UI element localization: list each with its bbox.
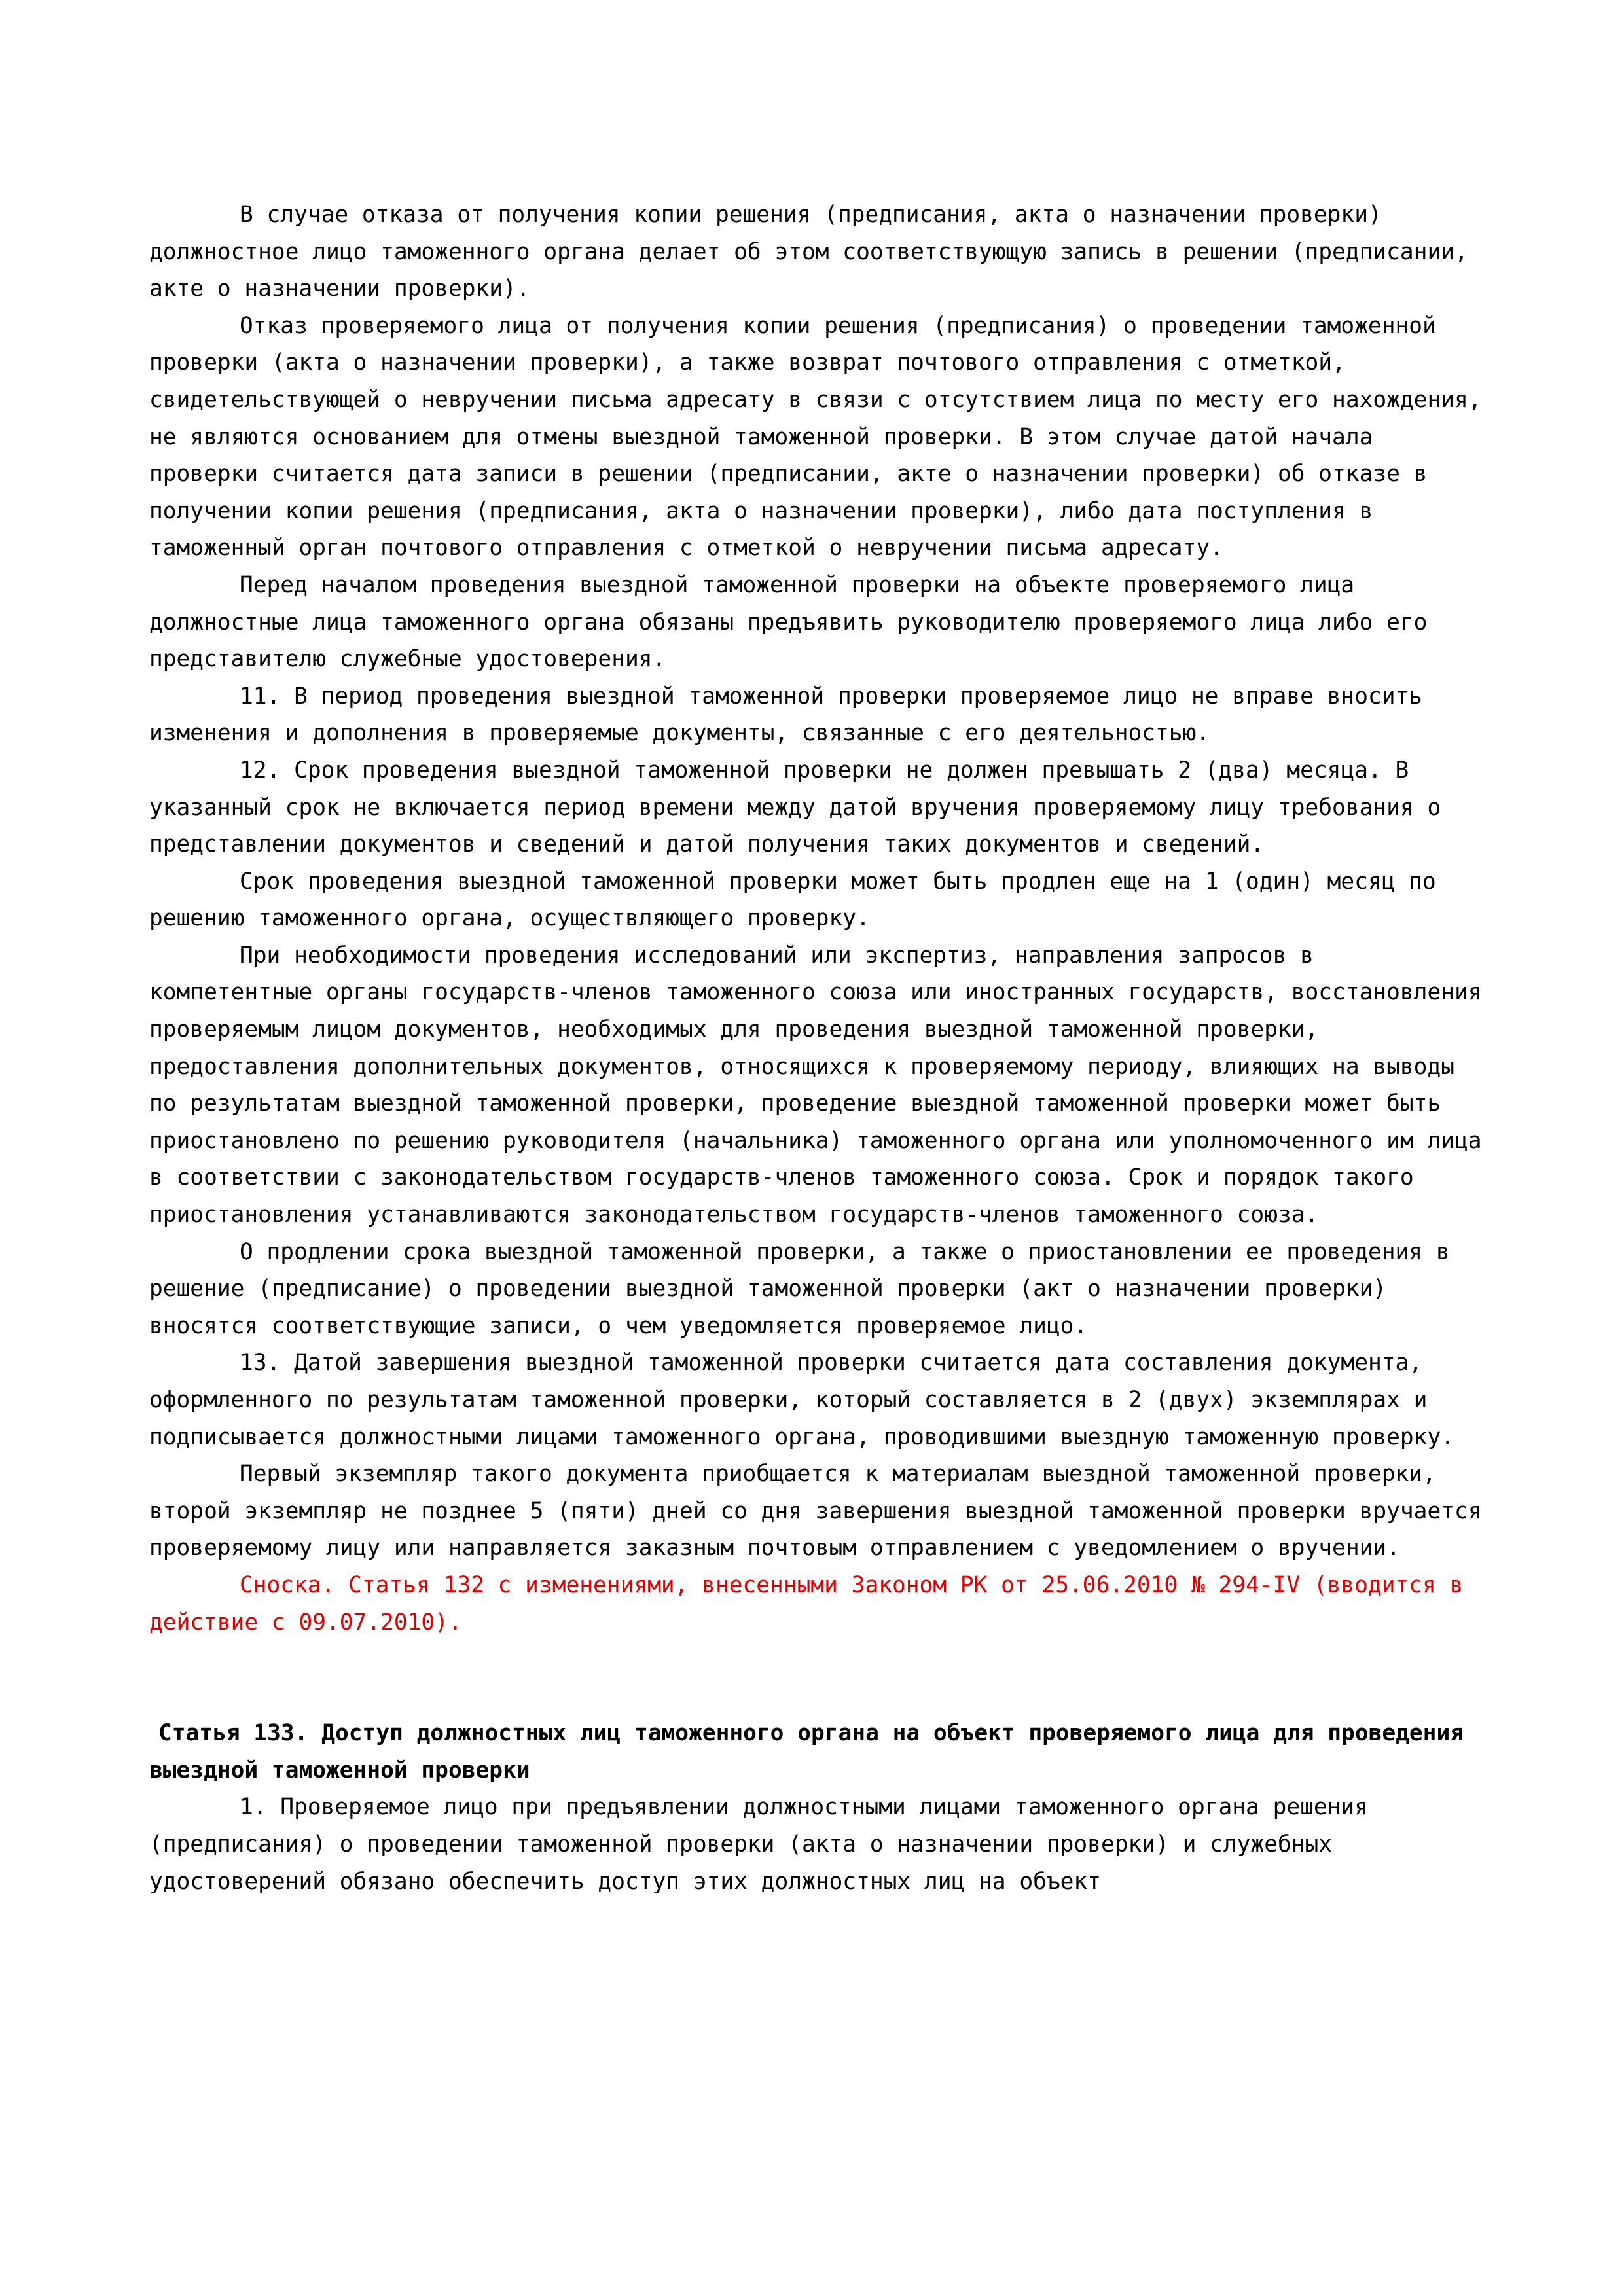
article-paragraph: 1. Проверяемое лицо при предъявлении должностными лицами таможенного органа решения (предписания) о проведении таможенной проверки (акта о назначении проверки) и служебных удостоверений обязано обеспечить доступ этих должностных лиц на объект <box>149 1794 1368 1895</box>
paragraph: 12. Срок проведения выездной таможенной проверки не должен превышать 2 (два) месяца. В указанный срок не включается период времени между датой вручения проверяемому лицу требования о представлении документов и сведений и датой получения таких документов и сведений. <box>149 757 1441 858</box>
paragraph: 11. В период проведения выездной таможенной проверки проверяемое лицо не вправе вносить изменения и дополнения в проверяемые документы, связанные с его деятельностью. <box>149 683 1423 747</box>
paragraph: Срок проведения выездной таможенной проверки может быть продлен еще на 1 (один) месяц по решению таможенного органа, осуществляющего проверку. <box>149 868 1436 932</box>
paragraph: В случае отказа от получения копии решения (предписания, акта о назначении проверки) должностное лицо таможенного органа делает об этом соответствующую запись в решении (предписании, акте о назначении проверки). <box>149 202 1468 302</box>
paragraph: Перед началом проведения выездной таможенной проверки на объекте проверяемого лица должностные лица таможенного органа обязаны предъявить руководителю проверяемого лица либо его представителю служебные удостоверения. <box>149 571 1428 673</box>
paragraph: О продлении срока выездной таможенной проверки, а также о приостановлении ее проведения в решение (предписание) о проведении выездной таможенной проверки (акт о назначении проверки) вносятся соответствующие записи, о чем уведомляется проверяемое лицо. <box>149 1238 1450 1339</box>
article-heading: Статья 133. Доступ должностных лиц таможенного органа на объект проверяемого лица для проведения выездной таможенной проверки <box>149 1720 1464 1784</box>
footnote: Сноска. Статья 132 с изменениями, внесенными Законом РК от 25.06.2010 № 294-IV (вводится в действие с 09.07.2010). <box>149 1571 1464 1636</box>
paragraph: Отказ проверяемого лица от получения копии решения (предписания) о проведении таможенной проверки (акта о назначении проверки), а также возврат почтового отправления с отметкой, свидетельствующей о невручении письма адресату в связи с отсутствием лица по месту его нахождения, не являются основанием для отмены выездной таможенной проверки. В этом случае датой начала проверки считается дата записи в решении (предписании, акте о назначении проверки) об отказе в получении копии решения (предписания, акта о назначении проверки), либо дата поступления в таможенный орган почтового отправления с отметкой о невручении письма адресату. <box>149 312 1482 562</box>
paragraph: Первый экземпляр такого документа приобщается к материалам выездной таможенной проверки, второй экземпляр не позднее 5 (пяти) дней со дня завершения выездной таможенной проверки вручается проверяемому лицу или направляется заказным почтовым отправлением с уведомлением о вручении. <box>149 1461 1482 1562</box>
paragraph: При необходимости проведения исследований или экспертиз, направления запросов в компетентные органы государств-членов таможенного союза или иностранных государств, восстановления проверяемым лицом документов, необходимых для проведения выездной таможенной проверки, предоставления дополнительных документов, относящихся к проверяемому периоду, влияющих на выводы по результатам выездной таможенной проверки, проведение выездной таможенной проверки может быть приостановлено по решению руководителя (начальника) таможенного органа или уполномоченного им лица в соответствии с законодательством государств-членов таможенного союза. Срок и порядок такого приостановления устанавливаются законодательством государств-членов таможенного союза. <box>149 942 1482 1229</box>
paragraph: 13. Датой завершения выездной таможенной проверки считается дата составления документа, оформленного по результатам таможенной проверки, который составляется в 2 (двух) экземплярах и подписывается должностными лицами таможенного органа, проводившими выездную таможенную проверку. <box>149 1350 1454 1450</box>
document-page <box>149 196 1485 1900</box>
